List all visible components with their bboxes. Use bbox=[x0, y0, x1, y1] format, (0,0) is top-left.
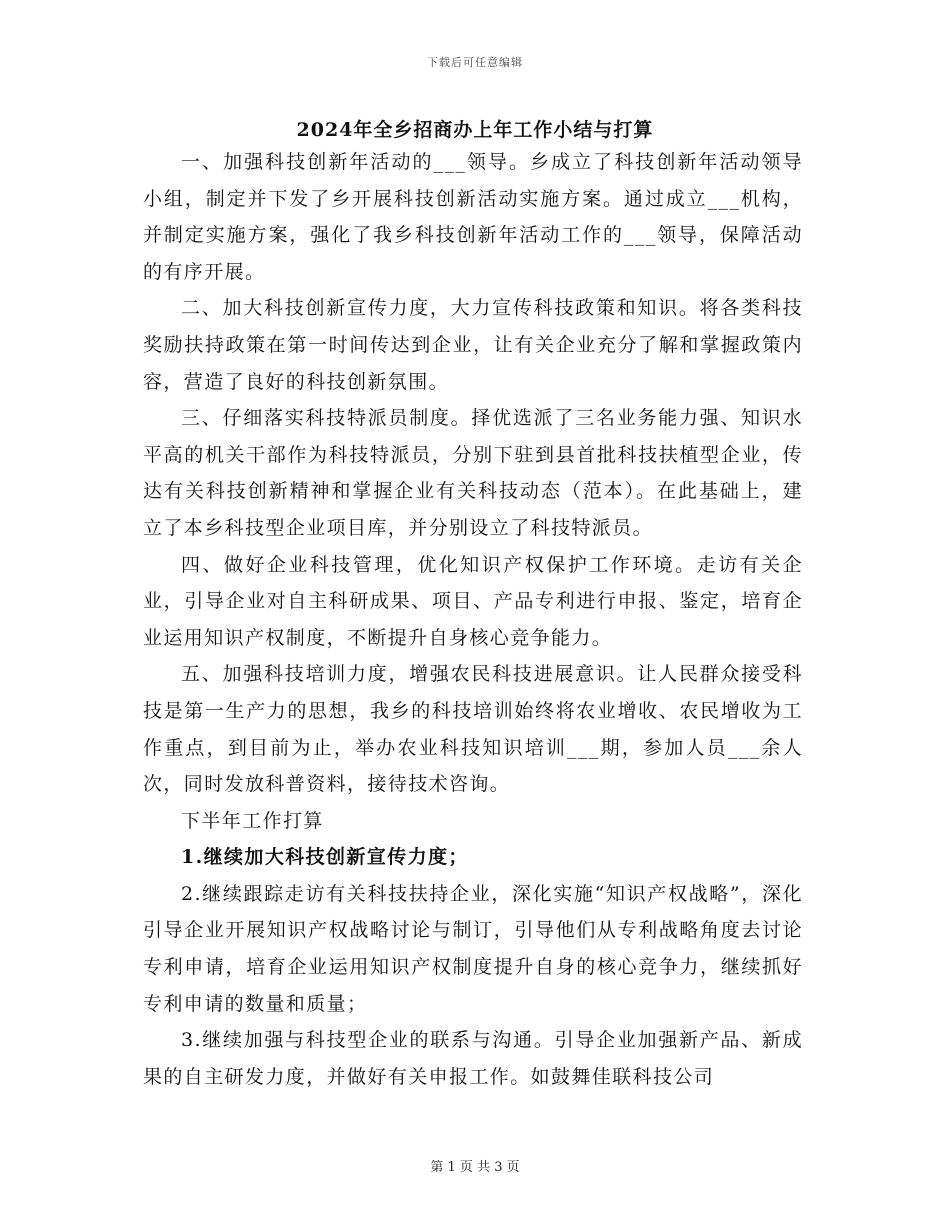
header-note: 下载后可任意编辑 bbox=[427, 56, 523, 69]
paragraph-5: 五、加强科技培训力度，增强农民科技进展意识。让人民群众接受科技是第一生产力的思想，我乡的科技培训始终将农业增收、农民增收为工作重点，到目前为止，举办农业科技知识培训___期，参加人员___余人次，同时发放科普资料，接待技术咨询。 bbox=[143, 663, 803, 796]
paragraph-2: 二、加大科技创新宣传力度，大力宣传科技政策和知识。将各类科技奖励扶持政策在第一时间传达到企业，让有关企业充分了解和掌握政策内容，营造了良好的科技创新氛围。 bbox=[143, 297, 803, 393]
paragraph-4: 四、做好企业科技管理，优化知识产权保护工作环境。走访有关企业，引导企业对自主科研成果、项目、产品专利进行申报、鉴定，培育企业运用知识产权制度，不断提升自身核心竞争能力。 bbox=[143, 553, 803, 649]
page-number: 第 1 页 共 3 页 bbox=[430, 1160, 520, 1175]
section-heading-plan: 下半年工作打算 bbox=[181, 809, 324, 832]
paragraph-3: 三、仔细落实科技特派员制度。择优选派了三名业务能力强、知识水平高的机关干部作为科技特派员，分别下驻到县首批科技扶植型企业，传达有关科技创新精神和掌握企业有关科技动态（范本）。在此基础上，建立了本乡科技型企业项目库，并分别设立了科技特派员。 bbox=[143, 407, 803, 539]
plan-item-1: 1.继续加大科技创新宣传力度； bbox=[181, 846, 469, 869]
paragraph-1: 一、加强科技创新年活动的___领导。乡成立了科技创新年活动领导小组，制定并下发了乡开展科技创新活动实施方案。通过成立___机构，并制定实施方案，强化了我乡科技创新年活动工作的___领导，保障活动的有序开展。 bbox=[143, 151, 803, 283]
document-title: 2024年全乡招商办上年工作小结与打算 bbox=[296, 119, 654, 141]
plan-item-3: 3.继续加强与科技型企业的联系与沟通。引导企业加强新产品、新成果的自主研发力度，并做好有关申报工作。如鼓舞佳联科技公司 bbox=[143, 1029, 803, 1088]
plan-item-2: 2.继续跟踪走访有关科技扶持企业，深化实施“知识产权战略”，深化引导企业开展知识产权战略讨论与制订，引导他们从专利战略角度去讨论专利申请，培育企业运用知识产权制度提升自身的核心竞争力，继续抓好专利申请的数量和质量； bbox=[143, 882, 803, 1015]
document-body bbox=[143, 144, 803, 1095]
